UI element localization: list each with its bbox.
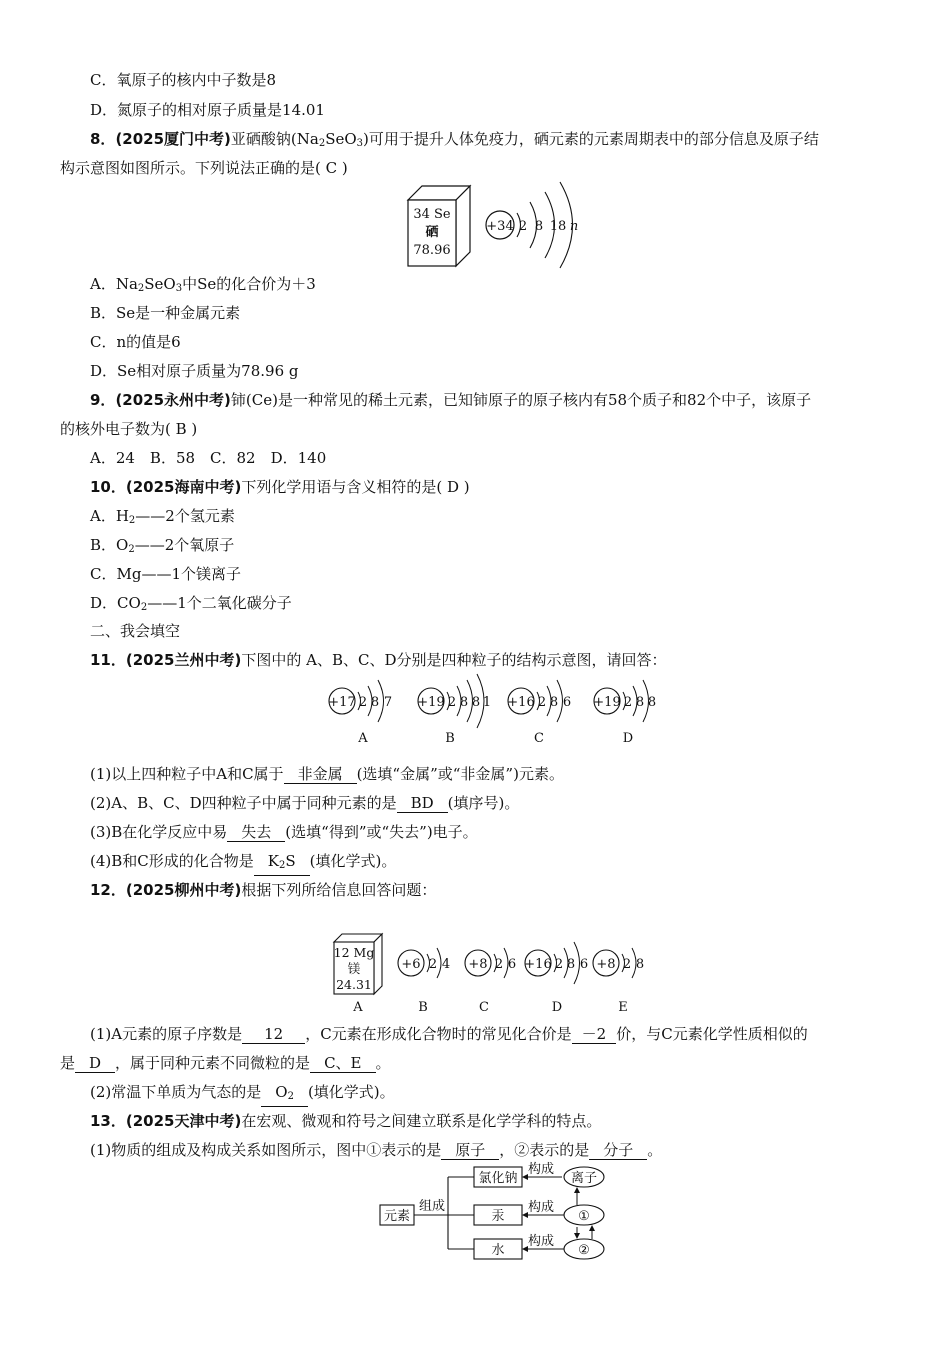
q8-stem-line2: 构示意图如图所示。下列说法正确的是( C ) <box>60 159 348 177</box>
q12-answer-3: D <box>75 1054 115 1073</box>
q9-number: 9． <box>90 391 116 409</box>
arrow-head <box>574 1233 580 1239</box>
q8-shell-count: n <box>569 219 579 234</box>
q11-part2-text: (2)A、B、C、D四种粒子中属于同种元素的是 <box>90 794 397 812</box>
q11-answer-2: BD <box>397 794 448 813</box>
substance-label: 水 <box>491 1243 505 1258</box>
q11-answer-3: 失去 <box>227 823 285 842</box>
q10-subscript: 2 <box>128 515 136 526</box>
q13-source: (2025天津中考) <box>125 1112 242 1130</box>
q7-option-c: C．氧原子的核内中子数是8 <box>90 71 277 89</box>
q10-option-b <box>90 535 234 560</box>
q11-shell-count: 7 <box>383 695 393 710</box>
q13-part1-text: (1)物质的组成及构成关系如图所示，图中①表示的是 <box>90 1141 442 1159</box>
q12-number: 12． <box>90 881 126 899</box>
q11-shell-count: 2 <box>537 695 547 710</box>
q12-shell-count: 4 <box>441 957 451 972</box>
q7-option-d: D．氮原子的相对原子质量是14.01 <box>90 101 325 119</box>
q9-stem-text: 铈(Ce)是一种常见的稀土元素，已知铈原子的原子核内有58个质子和82个中子，该原子 <box>230 391 812 409</box>
q11-part2 <box>90 793 519 813</box>
particle-label: 离子 <box>570 1171 598 1186</box>
q12-nucleus-charge: +16 <box>524 957 552 972</box>
q11-nucleus-charge: +19 <box>417 695 445 710</box>
q12-part2-text: (2)常温下单质为气态的是 <box>90 1083 262 1101</box>
q11-nucleus-charge: +17 <box>328 695 356 710</box>
q13-stem <box>90 1111 601 1131</box>
q10-option-d <box>90 593 292 618</box>
q8-option-a-text: SeO <box>144 275 176 293</box>
q8-option-c: C．n的值是6 <box>90 333 181 351</box>
constitute-label: 构成 <box>527 1162 555 1177</box>
element-label: 元素 <box>383 1209 411 1224</box>
q12-answer-5-text: O <box>275 1083 288 1101</box>
q11-shell-count: 2 <box>623 695 633 710</box>
q12-shell-count: 8 <box>635 957 645 972</box>
q11-shell-count: 8 <box>459 695 469 710</box>
q12-shell-count: 6 <box>579 957 589 972</box>
q10-option-b-text: ——2个氧原子 <box>134 536 235 554</box>
q8-tile-mass: 78.96 <box>413 243 451 258</box>
q11-shell-count: 6 <box>562 695 572 710</box>
q11-nucleus-charge: +16 <box>507 695 535 710</box>
q11-part2-text: (填序号)。 <box>447 794 520 812</box>
q12-part2 <box>90 1082 395 1107</box>
q13-number: 13． <box>90 1112 126 1130</box>
q8-subscript: 3 <box>356 138 364 149</box>
q11-shell-count: 8 <box>647 695 657 710</box>
q12-part1-text: 是 <box>60 1054 76 1072</box>
compose-label: 组成 <box>418 1199 446 1214</box>
q8-nucleus-charge: +34 <box>486 219 514 234</box>
q10-subscript: 2 <box>128 544 135 555</box>
q12-atom-e <box>593 948 644 1015</box>
q11-part1 <box>90 764 564 784</box>
section-heading: 二、我会填空 <box>90 622 181 640</box>
q11-atom-label: D <box>622 731 634 746</box>
q8-option-a <box>90 274 316 299</box>
q12-nucleus-charge: +8 <box>468 957 488 972</box>
q8-shell-count: 8 <box>534 219 544 234</box>
q12-atom-d <box>524 942 588 1015</box>
q8-subscript: 2 <box>137 283 145 294</box>
q12-answer-1: 12 <box>242 1025 305 1044</box>
q8-option-d: D．Se相对原子质量为78.96 g <box>90 362 299 380</box>
q13-diagram <box>378 1163 618 1263</box>
q11-subscript: 2 <box>278 860 286 871</box>
q12-tile-number: 12 <box>333 945 350 960</box>
q12-part1-text: 。 <box>375 1054 391 1072</box>
q12-part1-line2 <box>60 1053 391 1073</box>
q13-part1 <box>90 1140 662 1160</box>
q11-nucleus-charge: +19 <box>593 695 621 710</box>
q12-tile-symbol: Mg <box>353 945 375 960</box>
q8-option-a-text: 中Se的化合价为＋3 <box>182 275 316 293</box>
q8-atom-diagram <box>486 182 578 268</box>
q8-stem-line1 <box>90 129 819 154</box>
q10-option-b-text: B．O <box>90 536 129 554</box>
q11-answer-4-text: K <box>267 852 279 870</box>
particle-label: ② <box>578 1243 590 1258</box>
q13-answer-1: 原子 <box>441 1141 499 1160</box>
q8-shell-count: 18 <box>549 219 567 234</box>
arrow-head <box>522 1212 528 1218</box>
q12-atom-label: C <box>479 1000 489 1015</box>
q12-part1-text: ，C元素在形成化合物时的常见化合价是 <box>305 1025 572 1043</box>
q8-shell-count: 2 <box>518 219 528 234</box>
q12-atom-label: E <box>618 1000 628 1015</box>
substance-label: 氯化钠 <box>478 1171 518 1186</box>
q11-part3-text: (3)B在化学反应中易 <box>90 823 228 841</box>
q11-part1-text: (选填“金属”或“非金属”)元素。 <box>356 765 564 783</box>
q11-atom-label: B <box>445 731 455 746</box>
q11-part3-text: (选填“得到”或“失去”)电子。 <box>285 823 478 841</box>
svg-text:12 Mg <box>334 945 375 960</box>
q11-part4 <box>90 851 396 876</box>
q12-shell-count: 8 <box>566 957 576 972</box>
q12-subscript: 2 <box>287 1091 294 1102</box>
q10-option-c: C．Mg——1个镁离子 <box>90 565 241 583</box>
q13-answer-2: 分子 <box>589 1141 647 1160</box>
q12-atom-label: D <box>551 1000 563 1015</box>
q12-shell-count: 2 <box>428 957 438 972</box>
q12-part1-text: 价，与C元素化学性质相似的 <box>616 1025 808 1043</box>
q12-part1-line1 <box>90 1024 808 1044</box>
q8-stem-text: SeO <box>325 130 357 148</box>
q10-option-a-text: A．H <box>90 507 129 525</box>
arrow-head <box>522 1174 528 1180</box>
q8-option-b: B．Se是一种金属元素 <box>90 304 241 322</box>
q8-subscript: 2 <box>318 138 326 149</box>
q10-option-a-text: ——2个氢元素 <box>135 507 235 525</box>
q11-part4-text: (填化学式)。 <box>309 852 397 870</box>
q12-answer-2: －2 <box>572 1025 617 1044</box>
q11-stem <box>90 650 666 670</box>
q11-answer-1: 非金属 <box>284 765 357 784</box>
q12-source: (2025柳州中考) <box>125 881 242 899</box>
constitute-label: 构成 <box>527 1200 555 1215</box>
q11-atom-label: A <box>358 731 368 746</box>
q8-tile-number: 34 <box>413 207 430 222</box>
q11-shell-count: 2 <box>358 695 368 710</box>
q8-number: 8． <box>90 130 116 148</box>
q9-options: A．24 B．58 C．82 D．140 <box>90 449 327 467</box>
q8-source: (2025厦门中考) <box>115 130 231 148</box>
q10-source: (2025海南中考) <box>125 478 242 496</box>
q11-stem-text: 下图中的 A、B、C、D分别是四种粒子的结构示意图，请回答： <box>241 651 667 669</box>
q11-part3 <box>90 822 478 842</box>
q12-nucleus-charge: +8 <box>596 957 616 972</box>
q9-stem-line2: 的核外电子数为( B ) <box>60 420 198 438</box>
q12-nucleus-charge: +6 <box>401 957 421 972</box>
q13-part1-text: 。 <box>647 1141 663 1159</box>
q12-answer-4: C、E <box>310 1054 375 1073</box>
q12-atom-b <box>398 948 450 1015</box>
q10-number: 10． <box>90 478 126 496</box>
q12-label-a: A <box>353 1000 363 1015</box>
q12-part1-text: ，属于同种元素不同微粒的是 <box>115 1054 311 1072</box>
q12-shell-count: 2 <box>622 957 632 972</box>
q12-shell-arc <box>437 948 441 978</box>
q9-source: (2025永州中考) <box>115 391 231 409</box>
q13-stem-text: 在宏观、微观和符号之间建立联系是化学学科的特点。 <box>241 1112 602 1130</box>
q10-stem-text: 下列化学用语与含义相符的是( D ) <box>241 478 470 496</box>
q8-figure <box>400 178 600 273</box>
q8-tile-name: 硒 <box>425 225 439 240</box>
q11-atom-c <box>507 680 571 746</box>
substance-label: 汞 <box>491 1209 505 1224</box>
q12-element-tile <box>334 934 382 1015</box>
q12-part1-text: (1)A元素的原子序数是 <box>90 1025 243 1043</box>
q11-number: 11． <box>90 651 126 669</box>
q10-stem <box>90 477 470 497</box>
q11-answer-4-text: S <box>285 852 296 870</box>
q12-shell-count: 6 <box>507 957 517 972</box>
q11-shell-count: 8 <box>635 695 645 710</box>
q11-shell-count: 2 <box>447 695 457 710</box>
arrow-head <box>589 1225 595 1231</box>
q11-part4-text: (4)B和C形成的化合物是 <box>90 852 254 870</box>
q11-atom-d <box>593 680 656 746</box>
arrow-head <box>522 1246 528 1252</box>
q11-atom-a <box>328 680 392 746</box>
q8-stem-text: )可用于提升人体免疫力，硒元素的元素周期表中的部分信息及原子结 <box>363 130 819 148</box>
q8-stem-text: 亚硒酸钠(Na <box>230 130 319 148</box>
q11-part1-text: (1)以上四种粒子中A和C属于 <box>90 765 284 783</box>
q8-tile-symbol: Se <box>434 207 451 222</box>
q11-source: (2025兰州中考) <box>125 651 242 669</box>
svg-text:34 Se <box>413 207 451 222</box>
q12-stem <box>90 880 436 900</box>
q12-figure <box>330 928 660 1016</box>
q13-part1-text: ，②表示的是 <box>499 1141 590 1159</box>
q8-option-a-text: A．Na <box>90 275 138 293</box>
q11-answer-4 <box>254 852 310 876</box>
q11-atom-label: C <box>534 731 544 746</box>
q12-tile-mass: 24.31 <box>336 977 372 992</box>
q10-option-a <box>90 506 235 531</box>
q12-atom-label: B <box>418 1000 428 1015</box>
q12-answer-5 <box>261 1083 308 1107</box>
q11-shell-count: 8 <box>471 695 481 710</box>
q10-option-d-text: D．CO <box>90 594 141 612</box>
q11-shell-count: 8 <box>370 695 380 710</box>
q12-shell-count: 2 <box>554 957 564 972</box>
q12-tile-name: 镁 <box>347 961 361 976</box>
q10-option-d-text: ——1个二氧化碳分子 <box>147 594 292 612</box>
q12-stem-text: 根据下列所给信息回答问题： <box>241 881 437 899</box>
particle-label: ① <box>578 1209 590 1224</box>
q12-part2-text: (填化学式)。 <box>307 1083 395 1101</box>
q11-shell-count: 1 <box>482 695 492 710</box>
q12-atom-c <box>465 948 516 1015</box>
constitute-label: 构成 <box>527 1234 555 1249</box>
q11-atom-b <box>417 674 491 746</box>
q11-figure <box>325 676 665 748</box>
q8-element-tile <box>408 186 470 266</box>
arrow-head <box>574 1187 580 1193</box>
q10-subscript: 2 <box>140 602 148 613</box>
q8-subscript: 3 <box>175 283 183 294</box>
q12-shell-count: 2 <box>494 957 504 972</box>
q9-stem-line1 <box>90 390 811 410</box>
q11-shell-count: 8 <box>549 695 559 710</box>
